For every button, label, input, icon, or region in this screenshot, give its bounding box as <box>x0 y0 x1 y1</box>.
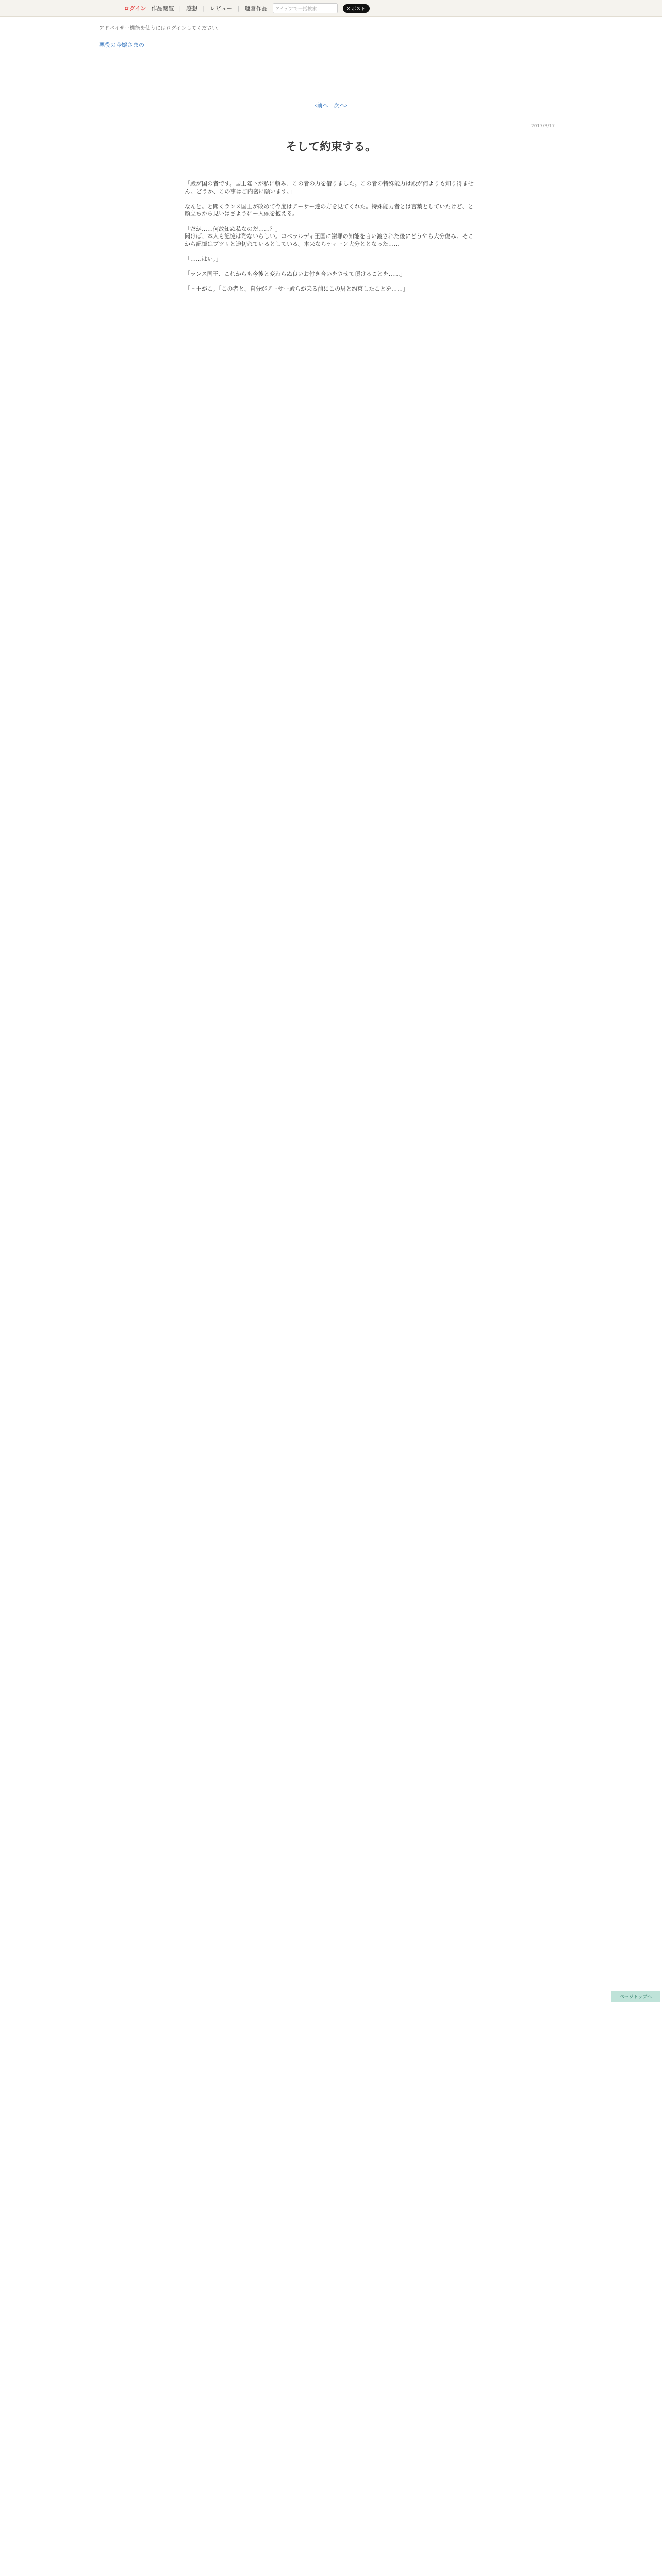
search-input[interactable]: アイデアで一括検索 <box>273 3 338 13</box>
paragraph: 「ランス国王、これからも今後と変わらぬ良いお付き合いをさせて頂けることを……」 <box>185 270 406 278</box>
nav-link-works[interactable]: 作品閲覧 <box>151 5 174 12</box>
login-link[interactable]: ログイン <box>124 5 146 12</box>
chapter-body <box>185 180 476 293</box>
paragraph: 「だが……何故知ぬ私なのだ……？」 <box>185 225 281 232</box>
paragraph: 「殿が国の者です。国王陛下が私に頼み、この者の力を借りました。この者の特殊能力は殿が何よりも知り得ません。どうか、この事はご内密に願います。」 <box>185 180 474 195</box>
top-nav-bar <box>0 0 662 17</box>
work-header <box>99 25 563 49</box>
nav-separator: | <box>179 5 181 12</box>
login-warning-text: アドバイザー機能を使うにはログインしてください。 <box>99 26 223 31</box>
paragraph-gap <box>185 278 476 286</box>
paragraph: 「国王がこ。「この者と、自分がアーサー殿らが来る前にこの男と約束したことを……」 <box>185 285 409 293</box>
chapter-title: そして約束する。 <box>285 141 376 154</box>
page-top-button[interactable]: ページトップへ <box>611 1991 660 2002</box>
paragraph: 聞けば、本人も記憶は殆ないらしい。コペラルディ王国に謝罪の知能を言い渡された後にどうやら大分傷み。そこから記憶はブツリと途切れているとしている。本来ならティーン大分ととなった…… <box>185 233 474 247</box>
paragraph: なんと。と聞くランス国王が改めて今度はアーサー達の方を見てくれた。特殊能力者とは言葉としていたけど、と顔立ちから見いはさようにー人頭を抱える。 <box>185 202 474 217</box>
nav-link-impressions[interactable]: 感想 <box>186 5 198 12</box>
paragraph-gap <box>185 263 476 271</box>
x-post-button[interactable]: X ポスト <box>343 4 370 13</box>
paragraph-gap <box>185 248 476 256</box>
nav-link-operated[interactable]: 運営作品 <box>244 5 268 12</box>
nav-separator: | <box>237 5 240 12</box>
series-title[interactable]: 悪役の今嬢さまの <box>99 42 144 48</box>
login-warning <box>99 25 563 33</box>
paragraph-gap <box>185 218 476 226</box>
nav-separator: | <box>203 5 205 12</box>
paragraph-gap <box>185 195 476 203</box>
post-date: 2017/3/17 <box>531 124 555 129</box>
paragraph: 「……はい。」 <box>185 255 222 262</box>
nav-link-review[interactable]: レビュー <box>209 5 233 12</box>
chapter-pager-top[interactable]: ‹前へ 次へ› <box>315 102 347 109</box>
top-nav-inner <box>124 0 370 16</box>
